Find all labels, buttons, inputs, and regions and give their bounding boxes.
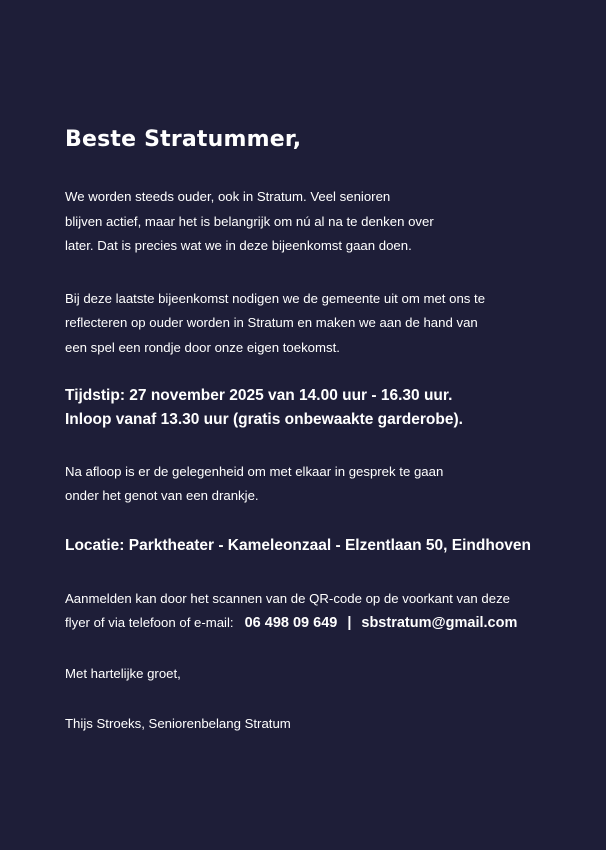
greeting-heading: Beste Stratummer,	[65, 127, 302, 152]
register-line-2	[65, 614, 517, 632]
walk-in-line: Inloop vanaf 13.30 uur (gratis onbewaakte garderobe).	[65, 411, 463, 428]
location-line: Locatie: Parktheater - Kameleonzaal - Elzentlaan 50, Eindhoven	[65, 537, 531, 554]
afterwards-line-2: onder het genot van een drankje.	[65, 488, 259, 503]
afterwards-line-1: Na afloop is er de gelegenheid om met elkaar in gesprek te gaan	[65, 464, 444, 479]
meeting-line-1: Bij deze laatste bijeenkomst nodigen we de gemeente uit om met ons te	[65, 291, 486, 306]
intro-line-2: blijven actief, maar het is belangrijk om nú al na te denken over	[65, 214, 434, 229]
intro-line-3: later. Dat is precies wat we in deze bijeenkomst gaan doen.	[65, 238, 412, 253]
contact-separator: |	[347, 615, 352, 631]
signature-line: Thijs Stroeks, Seniorenbelang Stratum	[65, 716, 291, 731]
meeting-line-2: reflecteren op ouder worden in Stratum en maken we aan de hand van	[65, 315, 478, 330]
time-line: Tijdstip: 27 november 2025 van 14.00 uur - 16.30 uur.	[65, 387, 453, 404]
register-prefix: flyer of via telefoon of e-mail:	[65, 615, 234, 630]
email-address[interactable]: sbstratum@gmail.com	[361, 615, 518, 631]
intro-line-1: We worden steeds ouder, ook in Stratum. Veel senioren	[65, 189, 391, 204]
meeting-line-3: een spel een rondje door onze eigen toekomst.	[65, 340, 340, 355]
phone-number[interactable]: 06 498 09 649	[244, 615, 338, 631]
register-line-1: Aanmelden kan door het scannen van de QR-code op de voorkant van deze	[65, 591, 511, 606]
closing-line: Met hartelijke groet,	[65, 666, 181, 681]
